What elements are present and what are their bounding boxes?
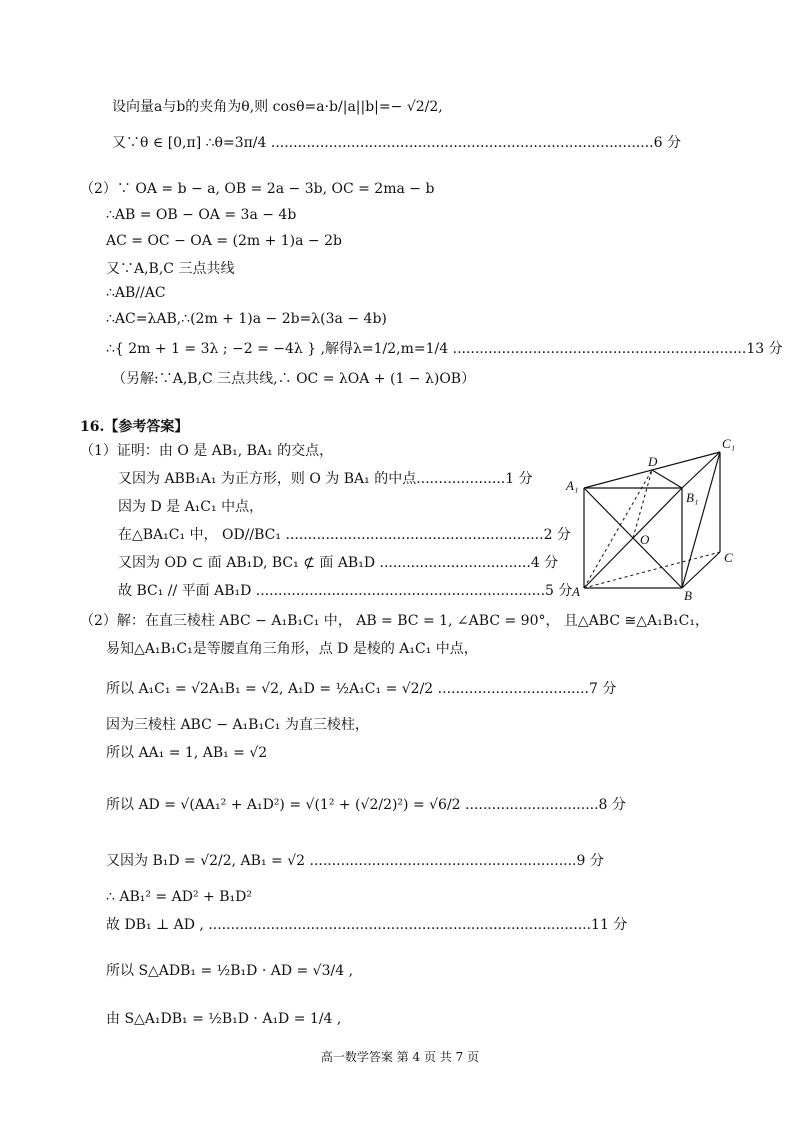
p2-line: 所以 A₁C₁ = √2A₁B₁ = √2, A₁D = ½A₁C₁ = √2/2 ..................................7 分 xyxy=(106,681,617,697)
label-A1: A₁ xyxy=(566,478,579,493)
label-B: B xyxy=(684,588,692,603)
line-angle-cos: 设向量a与b的夹角为θ,则 cosθ=a·b/|a||b|=− √2/2, xyxy=(112,99,443,115)
p1-line: 又因为 OD ⊂ 面 AB₁D, BC₁ ⊄ 面 AB₁D ..................................4 分 xyxy=(118,555,559,571)
line-parallel: ∴AB//AC xyxy=(106,285,166,301)
line-theta-result: 又∵θ ∈ [0,π] ∴θ=3π/4 ......................................................................................6 分 xyxy=(112,135,681,151)
section-header-16: 16.【参考答案】 xyxy=(80,419,189,435)
p1-line: 故 BC₁ // 平面 AB₁D .................................................................5 分 xyxy=(118,583,573,599)
p2-line: 所以 AD = √(AA₁² + A₁D²) = √(1² + (√2/2)²) = √6/2 ..............................8 分 xyxy=(106,797,626,813)
line-system-solution: ∴{ 2m + 1 = 3λ ; −2 = −4λ } ,解得λ=1/2,m=1/4 ..................................................................13 分 xyxy=(106,341,783,357)
p2-line: 又因为 B₁D = √2/2, AB₁ = √2 ............................................................9 分 xyxy=(106,853,604,869)
line-lambda-eq: ∴AC=λAB,∴(2m + 1)a − 2b=λ(3a − 4b) xyxy=(106,311,387,327)
page-footer: 高一数学答案 第 4 页 共 7 页 xyxy=(320,1050,480,1064)
line-vectors-given: （2）∵ OA = b − a, OB = 2a − 3b, OC = 2ma − b xyxy=(80,181,435,197)
line-alternative: （另解:∵A,B,C 三点共线,∴ OC = λOA + (1 − λ)OB） xyxy=(112,371,476,387)
p1-line: 因为 D 是 A₁C₁ 中点， xyxy=(118,499,264,515)
label-C: C xyxy=(724,550,733,565)
p2-line: （2）解：在直三棱柱 ABC − A₁B₁C₁ 中， AB = BC = 1, ∠ABC = 90°， 且△ABC ≅△A₁B₁C₁， xyxy=(80,613,709,629)
label-A: A xyxy=(572,584,580,599)
prism-figure xyxy=(562,432,748,604)
p2-line: 故 DB₁ ⊥ AD , ......................................................................................11 分 xyxy=(106,917,628,933)
p1-line: 在△BA₁C₁ 中， OD//BC₁ ..........................................................2 分 xyxy=(118,527,571,543)
label-D: D xyxy=(648,454,658,469)
p2-line: 所以 AA₁ = 1, AB₁ = √2 xyxy=(106,745,268,761)
label-B1: B₁ xyxy=(686,490,699,505)
p2-line: 所以 S△ADB₁ = ½B₁D · AD = √3/4 , xyxy=(106,963,354,979)
p1-line: 又因为 ABB₁A₁ 为正方形，则 O 为 BA₁ 的中点....................1 分 xyxy=(118,471,533,487)
p2-line: 易知△A₁B₁C₁是等腰直角三角形，点 D 是棱的 A₁C₁ 中点， xyxy=(106,641,478,657)
p1-line: （1）证明：由 O 是 AB₁, BA₁ 的交点， xyxy=(80,443,334,459)
p2-line: ∴ AB₁² = AD² + B₁D² xyxy=(106,889,252,905)
prism-edges xyxy=(584,452,720,588)
p2-line: 由 S△A₁DB₁ = ½B₁D · A₁D = 1/4 , xyxy=(106,1011,342,1027)
line-vector-ab: ∴AB = OB − OA = 3a − 4b xyxy=(106,207,297,223)
label-C1: C₁ xyxy=(722,436,736,451)
p2-line: 因为三棱柱 ABC − A₁B₁C₁ 为直三棱柱， xyxy=(106,717,369,733)
line-vector-ac: AC = OC − OA = (2m + 1)a − 2b xyxy=(106,233,342,249)
label-O: O xyxy=(640,532,650,547)
line-collinear: 又∵A,B,C 三点共线 xyxy=(106,261,235,277)
